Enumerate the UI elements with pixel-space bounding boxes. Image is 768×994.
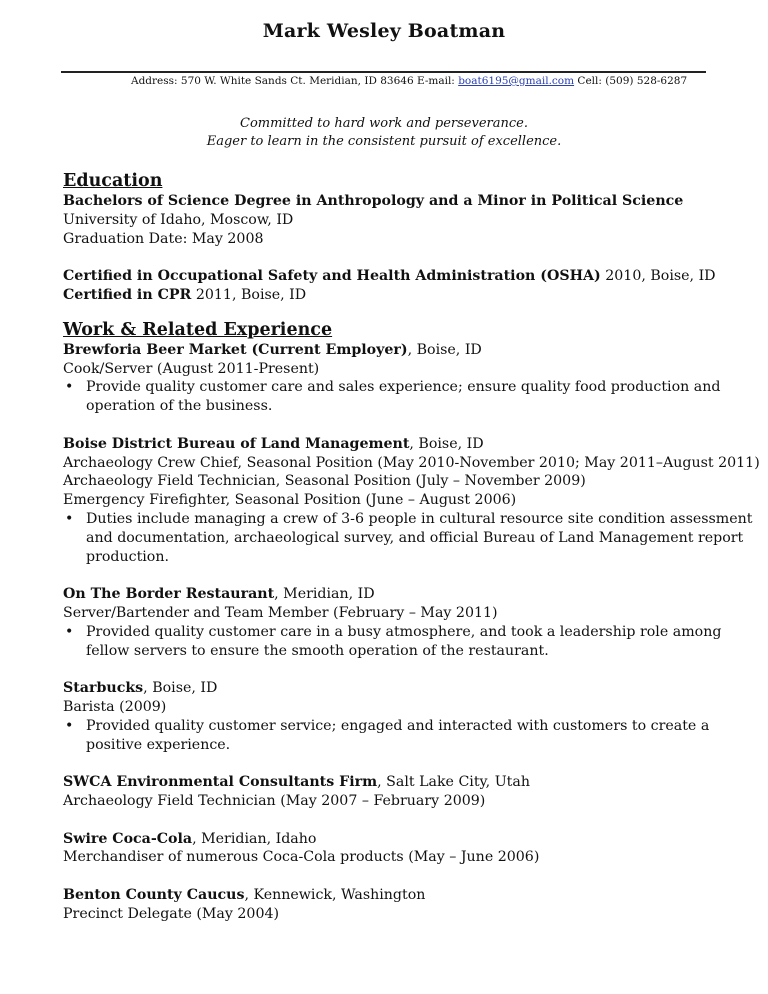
bullet-marker: • [65, 623, 74, 640]
job-role: Archaeology Field Technician, Seasonal Position (July – November 2009) [63, 473, 586, 490]
job-role: Merchandiser of numerous Coca-Cola products (May – June 2006) [63, 849, 540, 866]
job-header [63, 773, 713, 792]
job-role: Archaeology Field Technician (May 2007 – February 2009) [63, 792, 486, 809]
header-rule [61, 71, 706, 73]
certification-osha [63, 267, 716, 286]
employer-name: Starbucks [63, 680, 144, 697]
tagline-2: Eager to learn in the consistent pursuit of excellence. [206, 134, 562, 149]
employer-location: , Boise, ID [407, 341, 482, 358]
job-list [63, 341, 760, 924]
job-header [63, 679, 713, 698]
duty-text-line: fellow servers to ensure the smooth operation of the restaurant. [86, 642, 549, 659]
job-header [63, 886, 713, 905]
bullet-marker: • [65, 379, 74, 396]
graduation-date: Graduation Date: May 2008 [63, 230, 264, 247]
employer-name: On The Border Restaurant [63, 586, 275, 603]
duty-bullet [63, 510, 753, 566]
job-role: Barista (2009) [63, 698, 167, 715]
duty-text-line: Provide quality customer care and sales experience; ensure quality food production and [86, 379, 721, 396]
duty-bullet [63, 717, 713, 755]
job-header [63, 830, 713, 849]
employer-location: , Meridian, ID [274, 586, 375, 603]
employer-location: , Boise, ID [409, 435, 484, 452]
job-role: Archaeology Crew Chief, Seasonal Position (May 2010-November 2010; May 2011–August 2011) [63, 454, 760, 471]
duty-text-line: and documentation, archaeological survey, and official Bureau of Land Management report [86, 529, 744, 546]
resume-body [63, 170, 760, 923]
cert-detail: 2010, Boise, ID [600, 268, 716, 285]
job-entry [63, 341, 721, 416]
school: University of Idaho, Moscow, ID [63, 211, 294, 228]
duty-text-line: Provided quality customer care in a busy atmosphere, and took a leadership role among [86, 623, 722, 640]
job-role: Cook/Server (August 2011-Present) [63, 360, 320, 377]
job-entry [63, 660, 713, 754]
employer-name: Boise District Bureau of Land Management [63, 435, 410, 452]
job-entry [63, 811, 713, 867]
cert-title: Certified in CPR [63, 286, 192, 303]
certification-cpr [63, 286, 713, 305]
tagline-1: Committed to hard work and perseverance. [240, 116, 528, 131]
job-header [63, 585, 713, 604]
duty-bullet [63, 623, 722, 661]
cert-title: Certified in Occupational Safety and Health Administration (OSHA) [63, 268, 601, 285]
job-role: Precinct Delegate (May 2004) [63, 905, 280, 922]
job-entry [63, 867, 713, 923]
duty-text-line: Provided quality customer service; engaged and interacted with customers to create a [86, 717, 710, 734]
candidate-name: Mark Wesley Boatman [262, 20, 506, 42]
phone-text: Cell: (509) 528-6287 [574, 75, 688, 87]
duty-text-line: Duties include managing a crew of 3-6 people in cultural resource site condition assessment [86, 510, 753, 527]
education-heading: Education [63, 171, 163, 191]
employer-location: , Meridian, Idaho [192, 830, 317, 847]
job-role: Server/Bartender and Team Member (February – May 2011) [63, 604, 498, 621]
employer-location: , Kennewick, Washington [244, 886, 426, 903]
duty-text-line: production. [86, 548, 169, 565]
bullet-marker: • [65, 510, 74, 527]
duty-text-line: operation of the business. [86, 398, 273, 415]
employer-name: SWCA Environmental Consultants Firm [63, 774, 378, 791]
job-header [63, 341, 713, 360]
contact-line [131, 75, 687, 87]
job-role: Emergency Firefighter, Seasonal Position (June – August 2006) [63, 492, 517, 509]
email-link[interactable]: boat6195@gmail.com [458, 75, 575, 87]
duty-text-line: positive experience. [86, 736, 231, 753]
job-entry [63, 416, 760, 566]
employer-location: , Salt Lake City, Utah [377, 774, 530, 791]
employer-name: Benton County Caucus [63, 886, 245, 903]
job-header [63, 435, 713, 454]
duty-bullet [63, 378, 721, 416]
work-heading: Work & Related Experience [63, 319, 333, 340]
job-entry [63, 566, 722, 660]
employer-name: Brewforia Beer Market (Current Employer) [63, 341, 408, 358]
cert-detail: 2011, Boise, ID [191, 286, 307, 303]
employer-name: Swire Coca-Cola [63, 830, 193, 847]
bullet-marker: • [65, 717, 74, 734]
degree: Bachelors of Science Degree in Anthropology and a Minor in Political Science [63, 193, 684, 209]
job-entry [63, 754, 713, 810]
address-text: Address: 570 W. White Sands Ct. Meridian, ID 83646 E-mail: [131, 75, 459, 87]
employer-location: , Boise, ID [143, 680, 218, 697]
